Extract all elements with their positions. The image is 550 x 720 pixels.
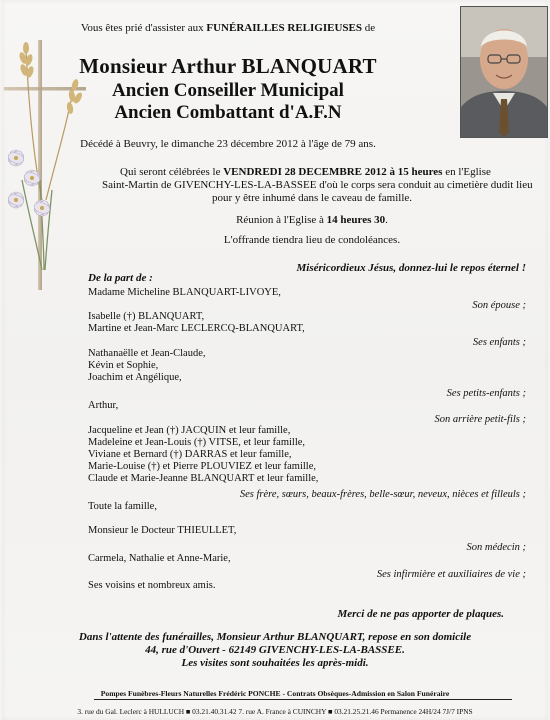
spouse-label: Son épouse ; [472,300,526,311]
grandchildren-label: Ses petits-enfants ; [446,388,526,399]
grandchild-2: Kévin et Sophie, [88,360,159,371]
funeral-home-name: Pompes Funèbres-Fleurs Naturelles Frédéric PONCHE - Contrats Obsèques-Admission en Salon Funéraire [100,689,450,698]
ceremony-line-2: Saint-Martin de GIVENCHY-LES-LA-BASSEE d'où le corps sera conduit au cimetière dudit lieu [102,179,533,191]
sibling-5: Claude et Marie-Jeanne BLANQUART et leur famille, [88,473,319,484]
great-grandchild-label: Son arrière petit-fils ; [434,414,526,425]
deceased-title-veteran: Ancien Combattant d'A.F.N [114,102,342,123]
sibling-2: Madeleine et Jean-Louis (†) VITSE, et leur famille, [88,437,306,448]
funeral-home-addresses: 3. rue du Gal. Leclerc à HULLUCH ■ 03.21.40.31.42 7. rue A. France à CUINCHY ■ 03.21.25.21.46 Permanence 24H/24 7J/7 IPNS [77,707,473,716]
funeral-notice [2,0,548,720]
child-name-1: Isabelle (†) BLANQUART, [88,311,205,322]
ceremony-line-1: Qui seront célébrées le VENDREDI 28 DECEMBRE 2012 à 15 heures en l'Eglise [120,166,491,178]
from-heading: De la part de : [88,272,153,284]
footer-divider [94,699,512,700]
portrait-photo [460,6,548,138]
sibling-1: Jacqueline et Jean (†) JACQUIN et leur famille, [88,425,291,436]
wake-line-1: Dans l'attente des funérailles, Monsieur Arthur BLANQUART, repose en son domicile [78,631,472,643]
reunion-time: Réunion à l'Eglise à 14 heures 30. [236,214,388,226]
ceremony-line-3: pour y être inhumé dans le caveau de famille. [211,192,413,204]
doctor-label: Son médecin ; [466,542,526,553]
child-name-2: Martine et Jean-Marc LECLERCQ-BLANQUART, [88,323,305,334]
intro-text: Vous êtes prié d'assister aux FUNÉRAILLES RELIGIEUSES de [80,22,376,34]
nurses-label: Ses infirmière et auxiliaires de vie ; [376,569,526,580]
grandchild-1: Nathanaëlle et Jean-Claude, [88,348,206,359]
neighbours-friends: Ses voisins et nombreux amis. [88,580,216,591]
no-plaques-note: Merci de ne pas apporter de plaques. [337,608,504,620]
nurses-names: Carmela, Nathalie et Anne-Marie, [88,553,231,564]
siblings-label: Ses frère, sœurs, beaux-frères, belle-sœur, neveux, nièces et filleuls ; [239,489,526,500]
spouse-name: Madame Micheline BLANQUART-LIVOYE, [88,287,281,298]
prayer-line: Miséricordieux Jésus, donnez-lui le repos éternel ! [296,262,526,274]
doctor-name: Monsieur le Docteur THIEULLET, [88,525,237,536]
sibling-4: Marie-Louise (†) et Pierre PLOUVIEZ et leur famille, [88,461,317,472]
deceased-title-council: Ancien Conseiller Municipal [112,80,344,101]
death-notice: Décédé à Beuvry, le dimanche 23 décembre 2012 à l'âge de 79 ans. [80,138,376,150]
sibling-3: Viviane et Bernard (†) DARRAS et leur famille, [88,449,292,460]
deceased-name: Monsieur Arthur BLANQUART [79,54,377,78]
great-grandchild: Arthur, [88,400,119,411]
wake-line-3: Les visites sont souhaitées les après-midi. [181,657,369,669]
children-label: Ses enfants ; [472,337,526,348]
wake-line-2: 44, rue d'Ouvert - 62149 GIVENCHY-LES-LA-BASSEE. [145,644,405,656]
whole-family: Toute la famille, [88,501,157,512]
grandchild-3: Joachim et Angélique, [88,372,182,383]
offering-note: L'offrande tiendra lieu de condoléances. [223,234,401,246]
